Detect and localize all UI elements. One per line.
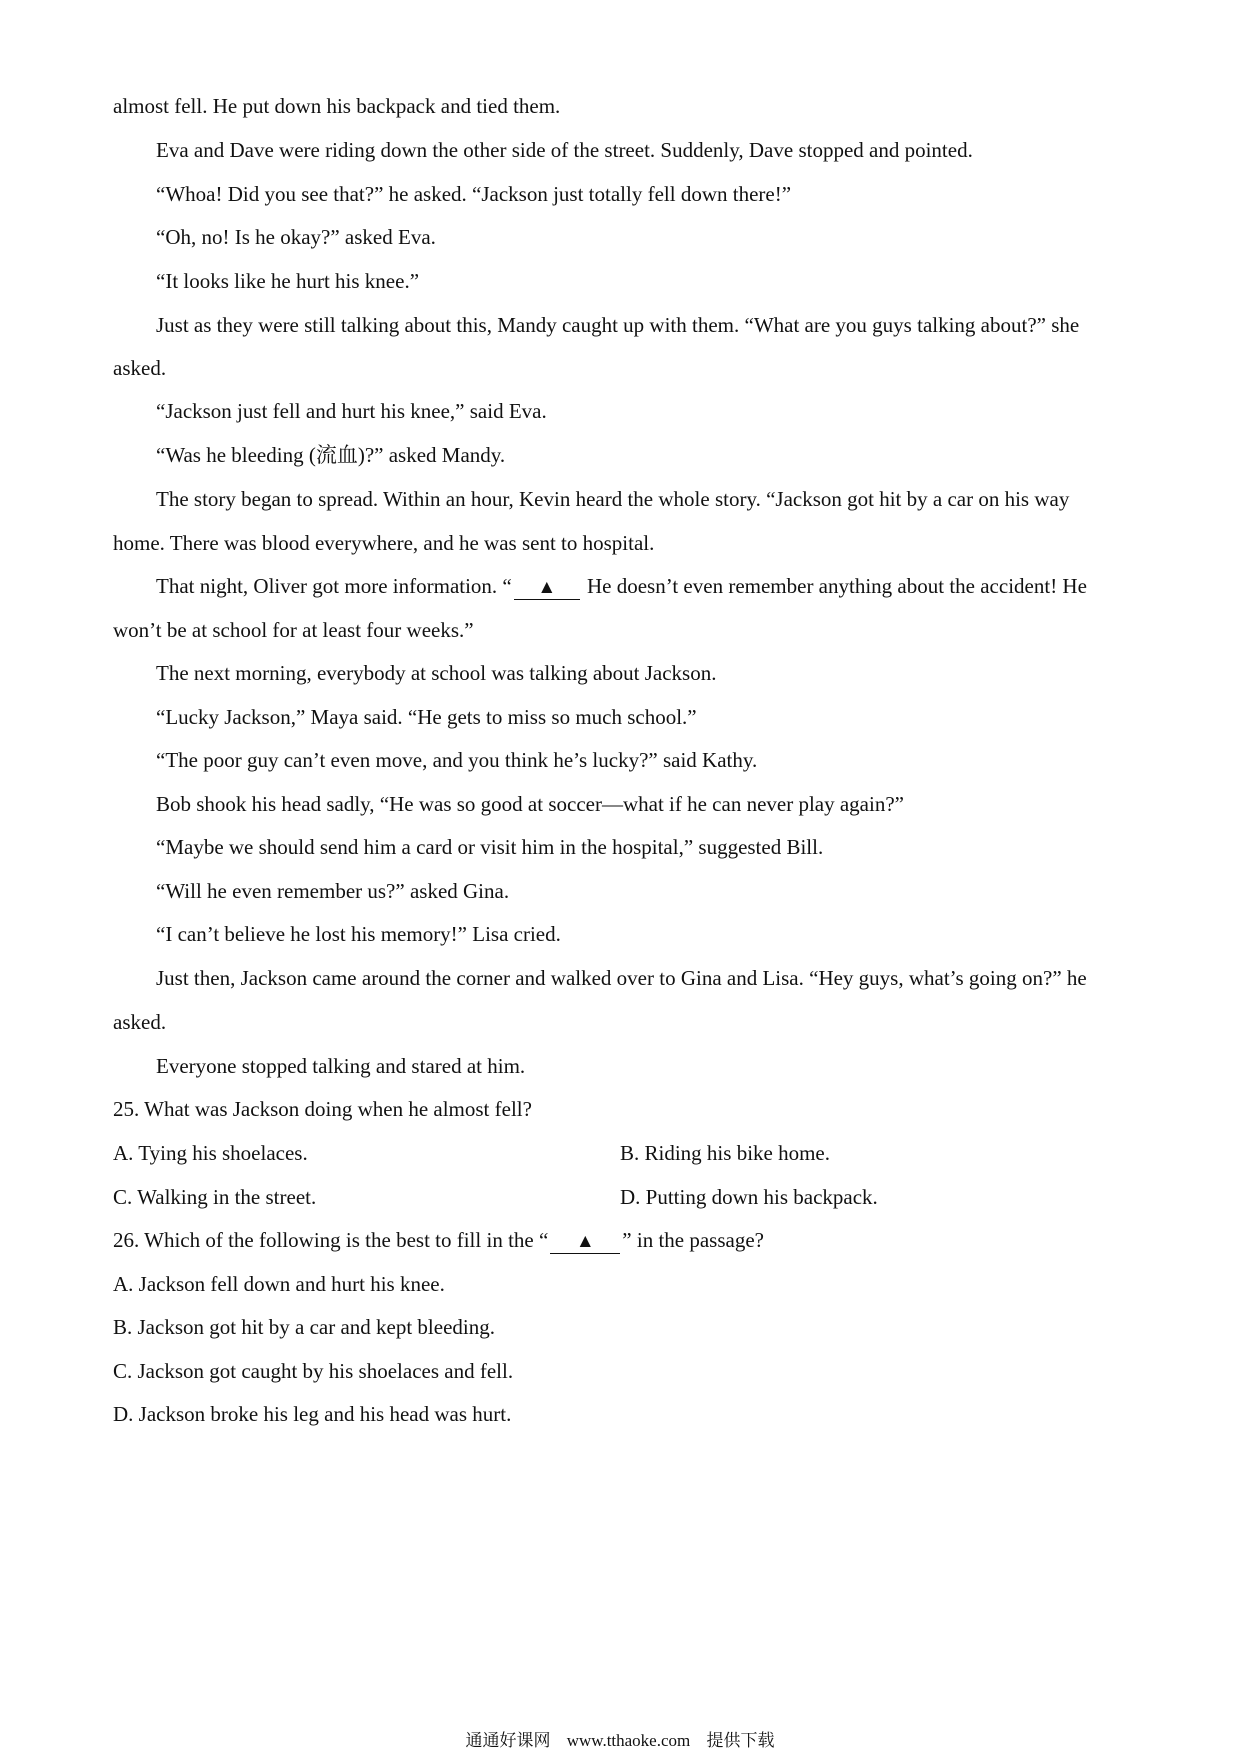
question-text: 26. Which of the following is the best to fill in the “ xyxy=(113,1228,549,1252)
footer-url[interactable]: www.tthaoke.com xyxy=(566,1731,691,1750)
passage-line xyxy=(156,572,1087,600)
passage-line: “It looks like he hurt his knee.” xyxy=(156,269,420,293)
passage-line: home. There was blood everywhere, and he was sent to hospital. xyxy=(113,531,655,555)
question-text: ” in the passage? xyxy=(622,1228,764,1252)
question-26-option-a: A. Jackson fell down and hurt his knee. xyxy=(113,1272,445,1296)
passage-line: Bob shook his head sadly, “He was so good at soccer—what if he can never play again?” xyxy=(156,792,904,816)
passage-line: won’t be at school for at least four weeks.” xyxy=(113,618,474,642)
passage-line: The story began to spread. Within an hour, Kevin heard the whole story. “Jackson got hit by a car on his way xyxy=(156,487,1070,511)
question-26-option-b: B. Jackson got hit by a car and kept bleeding. xyxy=(113,1315,495,1339)
page-footer xyxy=(0,1730,1240,1752)
passage-text: He doesn’t even remember anything about the accident! He xyxy=(587,574,1087,598)
question-25-stem: 25. What was Jackson doing when he almost fell? xyxy=(113,1097,532,1121)
question-25-option-d: D. Putting down his backpack. xyxy=(620,1185,878,1209)
passage-line: “Maybe we should send him a card or visit him in the hospital,” suggested Bill. xyxy=(156,835,824,859)
passage-line: “Will he even remember us?” asked Gina. xyxy=(156,879,510,903)
question-25-option-b: B. Riding his bike home. xyxy=(620,1141,830,1165)
answer-blank: ▲ xyxy=(514,577,580,600)
passage-line: Just then, Jackson came around the corner and walked over to Gina and Lisa. “Hey guys, what’s going on?” he xyxy=(156,966,1087,990)
passage-line: asked. xyxy=(113,1010,167,1034)
passage-line: “Was he bleeding (流血)?” asked Mandy. xyxy=(156,443,506,467)
passage-line: Everyone stopped talking and stared at him. xyxy=(156,1054,526,1078)
passage-line: Just as they were still talking about this, Mandy caught up with them. “What are you guys talking about?” she xyxy=(156,313,1080,337)
passage-line: “Lucky Jackson,” Maya said. “He gets to miss so much school.” xyxy=(156,705,697,729)
question-26-option-c: C. Jackson got caught by his shoelaces and fell. xyxy=(113,1359,514,1383)
passage-line: “The poor guy can’t even move, and you think he’s lucky?” said Kathy. xyxy=(156,748,758,772)
passage-line: “I can’t believe he lost his memory!” Lisa cried. xyxy=(156,922,561,946)
passage-line: almost fell. He put down his backpack and tied them. xyxy=(113,94,561,118)
passage-text: That night, Oliver got more information. “ xyxy=(156,574,512,598)
passage-line: “Whoa! Did you see that?” he asked. “Jackson just totally fell down there!” xyxy=(156,182,792,206)
passage-line: “Oh, no! Is he okay?” asked Eva. xyxy=(156,225,436,249)
footer-suffix: 提供下载 xyxy=(706,1731,775,1750)
question-26-option-d: D. Jackson broke his leg and his head was hurt. xyxy=(113,1402,512,1426)
question-25-option-c: C. Walking in the street. xyxy=(113,1185,317,1209)
question-25-option-a: A. Tying his shoelaces. xyxy=(113,1141,308,1165)
passage-line: asked. xyxy=(113,356,167,380)
passage-line: Eva and Dave were riding down the other side of the street. Suddenly, Dave stopped and pointed. xyxy=(156,138,973,162)
passage-line: “Jackson just fell and hurt his knee,” said Eva. xyxy=(156,399,547,423)
footer-site-name: 通通好课网 xyxy=(465,1731,551,1750)
question-26-stem xyxy=(113,1226,764,1254)
passage-line: The next morning, everybody at school was talking about Jackson. xyxy=(156,661,717,685)
answer-blank: ▲ xyxy=(550,1231,620,1254)
